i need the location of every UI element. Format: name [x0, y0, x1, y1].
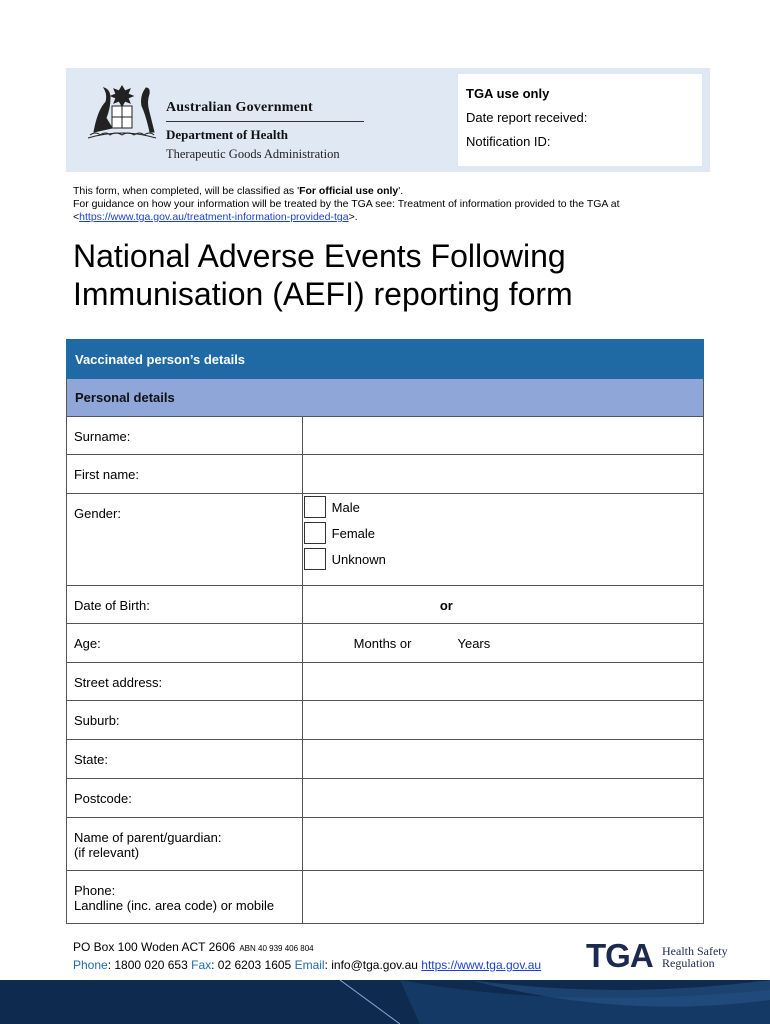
government-branding: [166, 100, 364, 162]
footer-phone-label: Phone: [73, 958, 108, 972]
tga-use-only-title: TGA use only: [466, 86, 550, 101]
footer-website-link[interactable]: https://www.tga.gov.au: [421, 958, 542, 972]
age-years-label: Years: [457, 636, 491, 651]
subsection-header-personal-details: Personal details: [67, 379, 704, 417]
section-header-vaccinated-person: Vaccinated person’s details: [67, 340, 704, 379]
first-name-field[interactable]: [302, 455, 703, 494]
gender-unknown-label: Unknown: [331, 551, 386, 567]
state-field[interactable]: [302, 740, 703, 779]
classification-pre: This form, when completed, will be classified as ': [73, 185, 300, 197]
personal-details-form: [66, 339, 704, 924]
age-field[interactable]: [302, 624, 703, 663]
notification-id-label: Notification ID:: [466, 134, 551, 149]
gender-options: [302, 494, 703, 586]
title-line1: National Adverse Events Following: [73, 238, 566, 274]
postcode-field[interactable]: [302, 779, 703, 818]
age-label: Age:: [67, 624, 303, 663]
parent-guardian-line2: (if relevant): [74, 845, 140, 860]
date-report-received-label: Date report received:: [466, 110, 588, 125]
parent-guardian-line1: Name of parent/guardian:: [74, 830, 222, 845]
gender-label: Gender:: [67, 494, 303, 586]
intro-text: [73, 185, 703, 224]
street-address-label: Street address:: [67, 663, 303, 701]
suburb-label: Suburb:: [67, 701, 303, 740]
footer-phone: : 1800 020 653: [107, 958, 192, 972]
link-open-bracket: <: [73, 211, 80, 223]
gender-male-checkbox[interactable]: [304, 496, 326, 518]
footer-fax-label: Fax: [191, 958, 212, 972]
gender-male-label: Male: [331, 499, 360, 515]
postcode-label: Postcode:: [67, 779, 303, 818]
department-name: Department of Health: [166, 127, 289, 142]
state-label: State:: [67, 740, 303, 779]
government-name: Australian Government: [166, 100, 313, 115]
tga-logo-tagline: [662, 945, 728, 969]
surname-field[interactable]: [302, 417, 703, 455]
dob-or-text: or: [439, 598, 453, 613]
coat-of-arms-icon: [80, 80, 164, 146]
gender-female-checkbox[interactable]: [304, 522, 326, 544]
footer-fax: : 02 6203 1605: [211, 958, 295, 972]
parent-guardian-label: [67, 818, 303, 871]
agency-name: Therapeutic Goods Administration: [166, 147, 340, 161]
phone-label: [67, 871, 303, 924]
title-line2: Immunisation (AEFI) reporting form: [73, 276, 573, 312]
footer-address: PO Box 100 Woden ACT 2606: [73, 940, 236, 954]
bottom-decorative-band: [0, 980, 770, 1024]
footer-email: : info@tga.gov.au: [324, 958, 422, 972]
tga-logo: TGA: [586, 937, 653, 974]
footer-email-label: Email: [294, 958, 325, 972]
parent-guardian-field[interactable]: [302, 818, 703, 871]
link-close-bracket: >.: [348, 211, 358, 223]
phone-field[interactable]: [302, 871, 703, 924]
tga-use-only-box: [458, 74, 702, 166]
classification-bold: For official use only: [299, 185, 399, 197]
tga-tagline-line2: Regulation: [662, 956, 715, 970]
classification-post: '.: [398, 185, 404, 197]
gender-female-label: Female: [331, 525, 376, 541]
footer-contact: [73, 939, 541, 973]
first-name-label: First name:: [67, 455, 303, 494]
treatment-info-link[interactable]: https://www.tga.gov.au/treatment-information-provided-tga: [79, 211, 349, 223]
band-swoosh-icon: [0, 980, 770, 1024]
date-of-birth-field[interactable]: [302, 586, 703, 624]
age-months-label: Months or: [353, 636, 412, 651]
footer-abn: ABN 40 939 406 804: [239, 944, 314, 953]
branding-divider: [166, 121, 364, 122]
phone-line1: Phone:: [74, 883, 116, 898]
gender-unknown-checkbox[interactable]: [304, 548, 326, 570]
guidance-text: For guidance on how your information will be treated by the TGA see: Treatment of information provided to the TGA at: [73, 198, 620, 210]
suburb-field[interactable]: [302, 701, 703, 740]
tga-tagline-line1: Health Safety: [662, 944, 728, 958]
phone-line2: Landline (inc. area code) or mobile: [74, 898, 275, 913]
surname-label: Surname:: [67, 417, 303, 455]
page-title: [73, 237, 573, 313]
street-address-field[interactable]: [302, 663, 703, 701]
date-of-birth-label: Date of Birth:: [67, 586, 303, 624]
